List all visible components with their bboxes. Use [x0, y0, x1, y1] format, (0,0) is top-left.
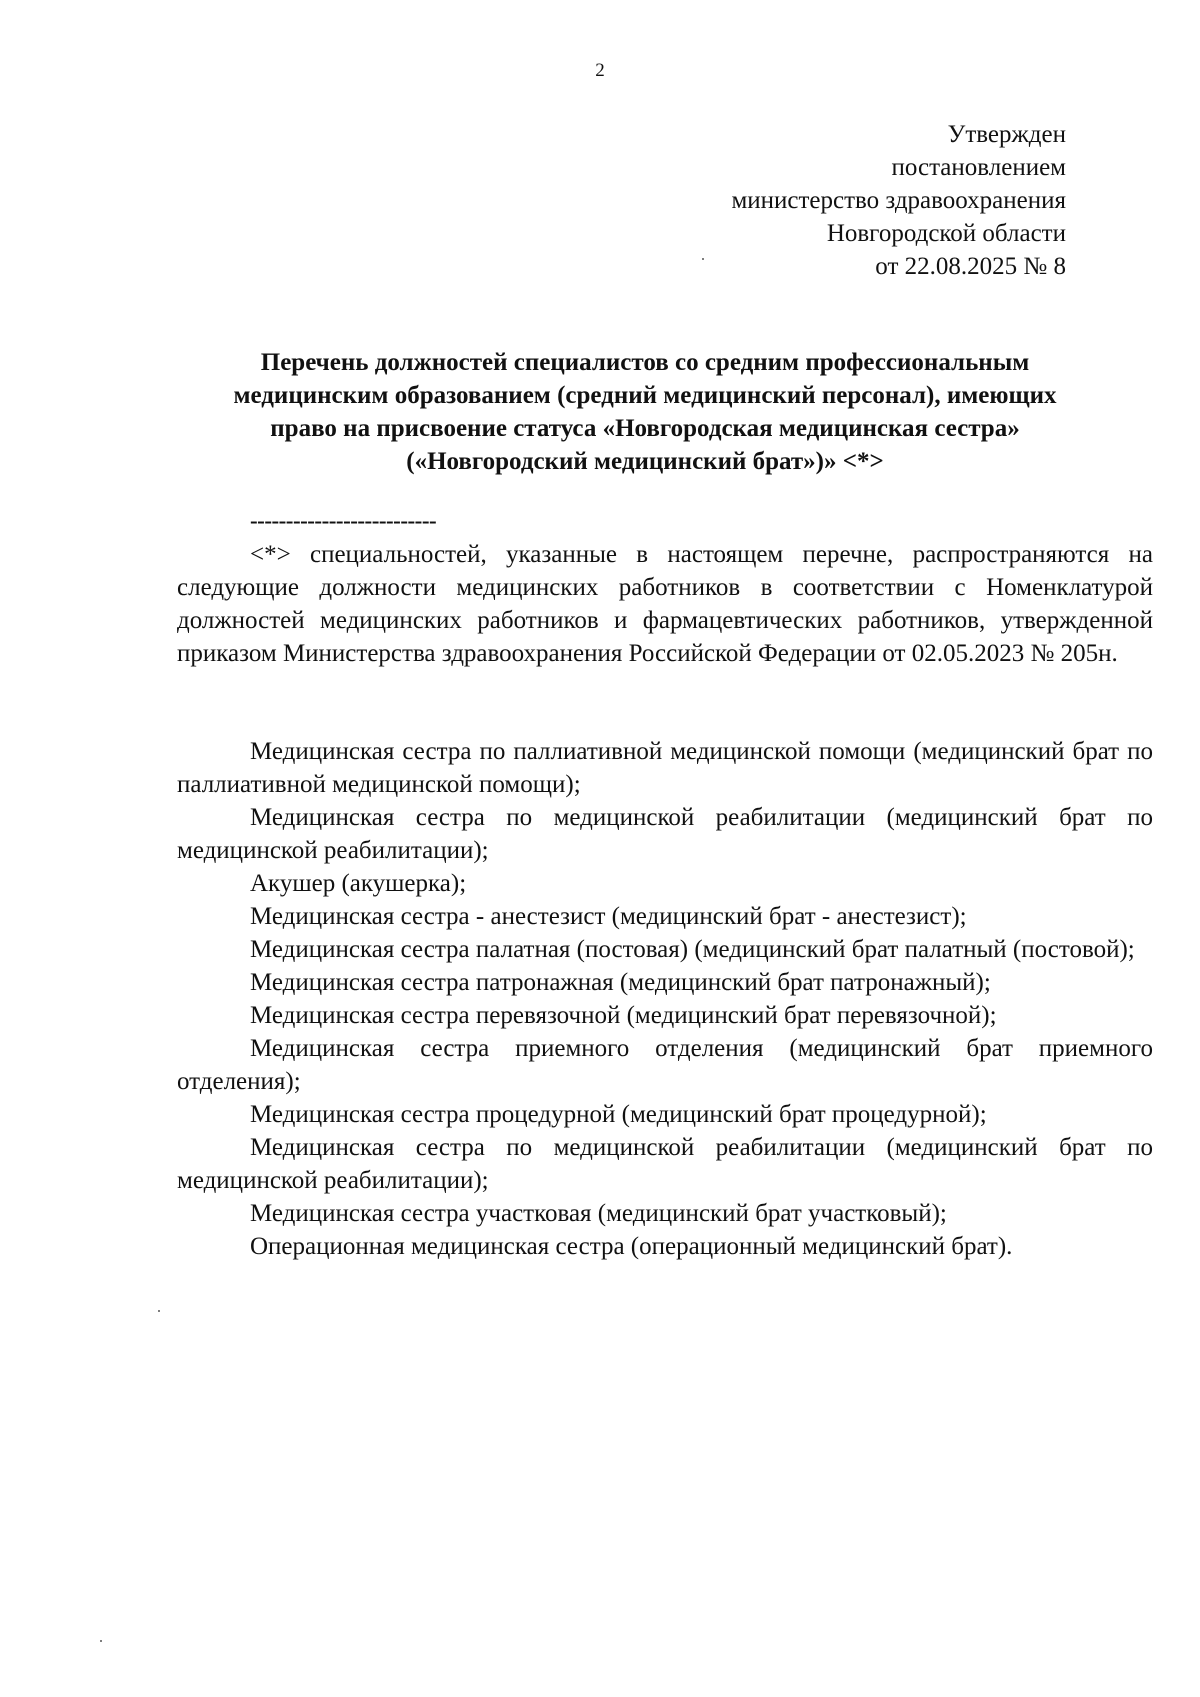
scan-speck [100, 1640, 102, 1642]
title-line: Перечень должностей специалистов со средним профессиональным [260, 349, 1030, 376]
approval-line: Новгородской области [826, 220, 1066, 247]
scan-speck [158, 1310, 160, 1312]
scan-speck [702, 258, 704, 260]
approval-line: постановлением [891, 154, 1066, 181]
title-line: («Новгородский медицинский брат»)» <*> [406, 448, 884, 475]
list-item: Медицинская сестра палатная (постовая) (медицинский брат палатный (постовой); [250, 936, 1135, 963]
list-item: Медицинская сестра - анестезист (медицинский брат - анестезист); [250, 903, 967, 930]
list-item: Медицинская сестра по медицинской реабилитации (медицинский брат по медицинской реабилитации); [177, 804, 1153, 864]
list-item: Медицинская сестра процедурной (медицинский брат процедурной); [250, 1101, 987, 1128]
footnote-block [177, 538, 1153, 670]
footnote-separator: -------------------------- [250, 508, 437, 533]
positions-list [177, 735, 1153, 1263]
list-item: Медицинская сестра участковая (медицинский брат участковый); [250, 1200, 947, 1227]
list-item: Операционная медицинская сестра (операционный медицинский брат). [250, 1233, 1013, 1260]
approval-line: министерство здравоохранения [731, 187, 1066, 214]
list-item: Медицинская сестра приемного отделения (медицинский брат приемного отделения); [177, 1035, 1153, 1095]
approval-date-number: от 22.08.2025 № 8 [875, 253, 1066, 280]
title-line: право на присвоение статуса «Новгородская медицинская сестра» [270, 415, 1020, 442]
list-item: Медицинская сестра по паллиативной медицинской помощи (медицинский брат по паллиативной медицинской помощи); [177, 738, 1153, 798]
list-item: Акушер (акушерка); [250, 870, 467, 897]
document-title [160, 346, 1130, 478]
approval-line: Утвержден [947, 121, 1066, 148]
list-item: Медицинская сестра патронажная (медицинский брат патронажный); [250, 969, 991, 996]
footnote-text: <*> специальностей, указанные в настоящем перечне, распространяются на следующие должности медицинских работников в соответствии с Номенклатурой должностей медицинских работников и фармацевтических работников, утвержденной приказом Министерства здравоохранения Российской Федерации от 02.05.2023 № 205н. [177, 541, 1153, 667]
list-item: Медицинская сестра перевязочной (медицинский брат перевязочной); [250, 1002, 997, 1029]
list-item: Медицинская сестра по медицинской реабилитации (медицинский брат по медицинской реабилитации); [177, 1134, 1153, 1194]
title-line: медицинским образованием (средний медицинский персонал), имеющих [233, 382, 1057, 409]
approval-block [731, 118, 1066, 283]
page-number: 2 [595, 60, 605, 81]
